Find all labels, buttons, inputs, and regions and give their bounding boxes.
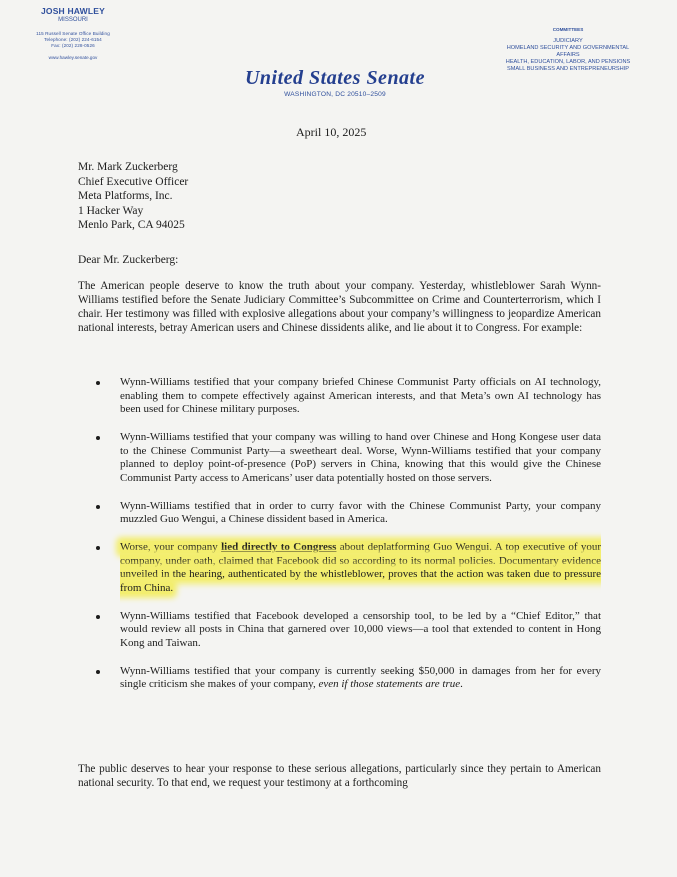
bullet-dot (96, 505, 100, 509)
list-item (78, 500, 601, 527)
senator-name: JOSH HAWLEY (40, 6, 106, 16)
salutation: Dear Mr. Zuckerberg: (78, 254, 179, 266)
committees-block (505, 27, 631, 73)
senate-masthead (210, 66, 460, 100)
bullet-dot (96, 436, 100, 440)
committee-item: HEALTH, EDUCATION, LABOR, AND PENSIONS (505, 59, 631, 65)
closing-paragraph: The public deserves to hear your response to these serious allegations, particularly since they pertain to American national security. To that end, we request your testimony at a forthcoming (78, 763, 601, 789)
damages-text: Wynn-Williams testified that your company is currently seeking $50,000 in damages from her for every single criticism she makes of your company, (120, 664, 601, 690)
bullet-text (120, 665, 601, 691)
recipient-company: Meta Platforms, Inc. (78, 190, 173, 202)
lied-to-congress-emphasis: lied directly to Congress (221, 541, 337, 553)
bullet-text: Wynn-Williams testified that in order to curry favor with the Chinese Communist Party, your company muzzled Guo Wengui, a Chinese dissident based in America. (120, 499, 601, 525)
damages-end: . (460, 678, 463, 690)
recipient-title: Chief Executive Officer (78, 175, 189, 188)
bullet-text: Wynn-Williams testified that Facebook developed a censorship tool, to be led by a “Chief Editor,” that would review all posts in China that garnered over 10,000 views—a tool that extended to content in Hong Kong and Taiwan. (120, 609, 601, 649)
bullet-dot (96, 546, 100, 550)
bullet-text: Wynn-Williams testified that your company was willing to hand over Chinese and Hong Kongese user data to the Chinese Communist Party—a sweetheart deal. Worse, Wynn-Williams testified that your company planned to deploy point-of-presence (PoP) servers in China, knowing that this would give the Chinese Communist Party access to Americans’ user data potentially hosted on those servers. (120, 431, 601, 484)
telephone: Telephone: (202) 224-6154 (44, 37, 102, 42)
list-item (78, 376, 601, 417)
senator-contact-block (14, 6, 132, 61)
bullet-dot (96, 615, 100, 619)
committee-item: HOMELAND SECURITY AND GOVERNMENTAL AFFAIRS (506, 45, 630, 58)
allegations-list (78, 376, 601, 706)
recipient-street: 1 Hacker Way (78, 204, 144, 217)
senate-location: WASHINGTON, DC 20510–2509 (284, 91, 386, 98)
highlighted-list-item (78, 541, 601, 595)
list-item (78, 610, 601, 651)
bullet-text: Wynn-Williams testified that your company briefed Chinese Communist Party officials on AI technology, enabling them to compete effectively against American interests, and that Meta’s own AI technology has been used for Chinese military purposes. (120, 376, 601, 415)
office-address: 115 Russell Senate Office Building (36, 31, 110, 36)
highlight-after: about deplatforming Guo Wengui. A top executive of your company, under oath, claimed that Facebook did so according to its normal policies. Documentary evidence unveiled in the hearing, authenticated by the whistleblower, proves that the action was taken due to pressure from China. (120, 541, 601, 594)
highlight-before: Worse, your company (120, 541, 222, 553)
bullet-dot (96, 381, 100, 385)
website: www.hawley.senate.gov (48, 55, 98, 60)
recipient-name: Mr. Mark Zuckerberg (78, 161, 178, 173)
damages-italic: even if those statements are true (318, 678, 461, 690)
letter-date: April 10, 2025 (296, 125, 367, 139)
list-item (78, 431, 601, 485)
senate-title: United States Senate (244, 67, 425, 89)
intro-paragraph: The American people deserve to know the truth about your company. Yesterday, whistleblower Sarah Wynn-Williams testified before the Senate Judiciary Committee’s Subcommittee on Crime and Counterterrorism, which I chair. Her testimony was filled with explosive allegations about your company’s willingness to jeopardize American national interests, betray American users and Chinese dissidents alike, and lie about it to Congress. For example: (78, 280, 601, 334)
fax: Fax: (202) 228-0526 (51, 43, 95, 48)
committees-heading: COMMITTEES (552, 27, 584, 32)
committee-item: JUDICIARY (553, 38, 583, 44)
highlighted-text (120, 541, 601, 594)
bullet-dot (96, 670, 100, 674)
list-item (78, 665, 601, 692)
recipient-address (78, 160, 188, 233)
senator-state: MISSOURI (58, 17, 88, 23)
recipient-city: Menlo Park, CA 94025 (78, 219, 185, 231)
committee-item: SMALL BUSINESS AND ENTREPRENEURSHIP (507, 66, 629, 72)
